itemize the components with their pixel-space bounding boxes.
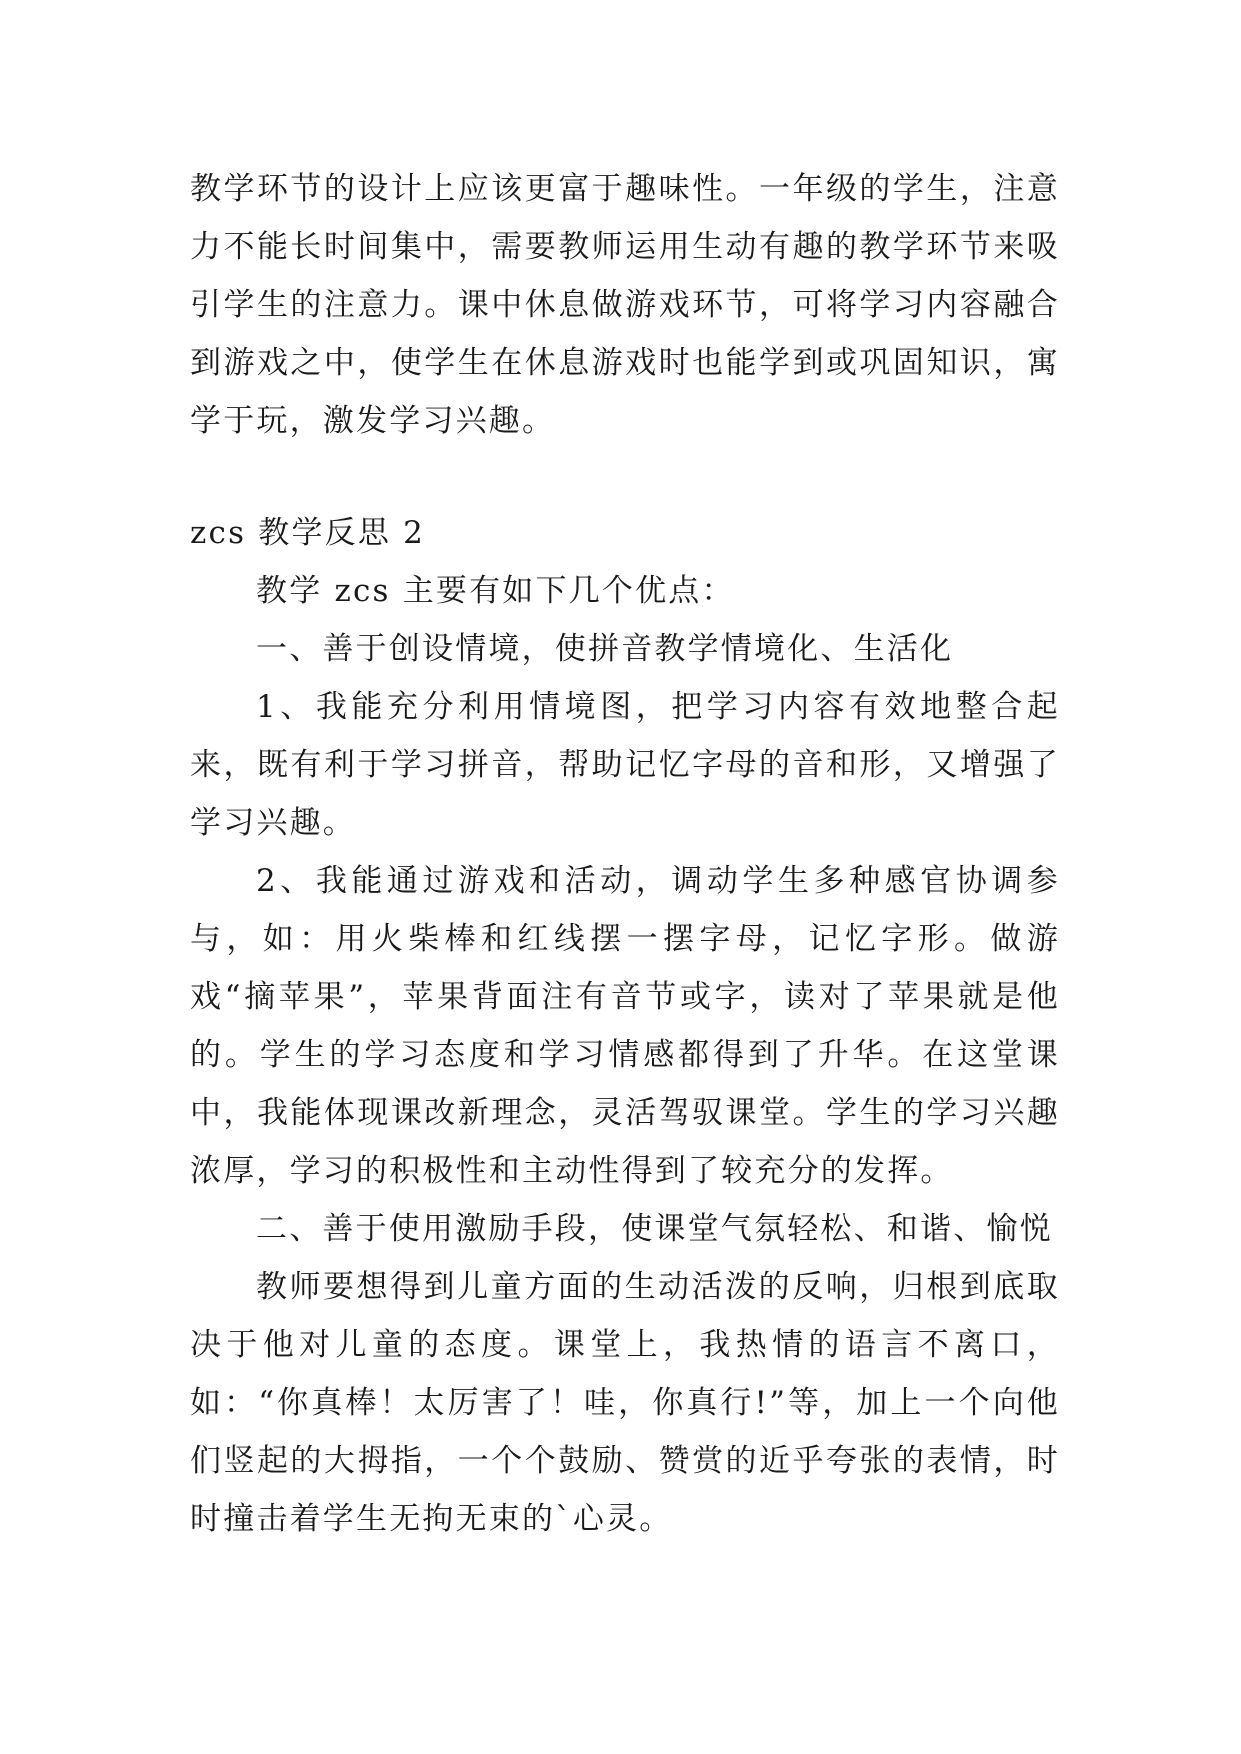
document-body xyxy=(190,160,1060,1548)
paragraph-encouragement: 教师要想得到儿童方面的生动活泼的反响，归根到底取决于他对儿童的态度。课堂上，我热情的语言不离口，如：“你真棒！太厉害了！哇，你真行!”等，加上一个向他们竖起的大拇指，一个个鼓励、赞赏的近乎夸张的表情，时时撞击着学生无拘无束的`心灵。 xyxy=(190,1269,1060,1537)
paragraph-point-two-heading: 二、善于使用激励手段，使课堂气氛轻松、和谐、愉悦 xyxy=(256,1211,1053,1247)
paragraph-item-2: 2、我能通过游戏和活动，调动学生多种感官协调参与，如：用火柴棒和红线摆一摆字母，记忆字形。做游戏“摘苹果”，苹果背面注有音节或字，读对了苹果就是他的。学生的学习态度和学习情感都得到了升华。在这堂课中，我能体现课改新理念，灵活驾驭课堂。学生的学习兴趣浓厚，学习的积极性和主动性得到了较充分的发挥。 xyxy=(190,863,1060,1189)
paragraph-advantages-intro: 教学 zcs 主要有如下几个优点： xyxy=(256,573,735,609)
intro-paragraph: 教学环节的设计上应该更富于趣味性。一年级的学生，注意力不能长时间集中，需要教师运用生动有趣的教学环节来吸引学生的注意力。课中休息做游戏环节，可将学习内容融合到游戏之中，使学生在休息游戏时也能学到或巩固知识，寓学于玩，激发学习兴趣。 xyxy=(190,171,1060,439)
paragraph-point-one-heading: 一、善于创设情境，使拼音教学情境化、生活化 xyxy=(256,631,954,667)
section-title: zcs 教学反思 2 xyxy=(190,515,426,551)
paragraph-item-1: 1、我能充分利用情境图，把学习内容有效地整合起来，既有利于学习拼音，帮助记忆字母的音和形，又增强了学习兴趣。 xyxy=(190,689,1060,841)
